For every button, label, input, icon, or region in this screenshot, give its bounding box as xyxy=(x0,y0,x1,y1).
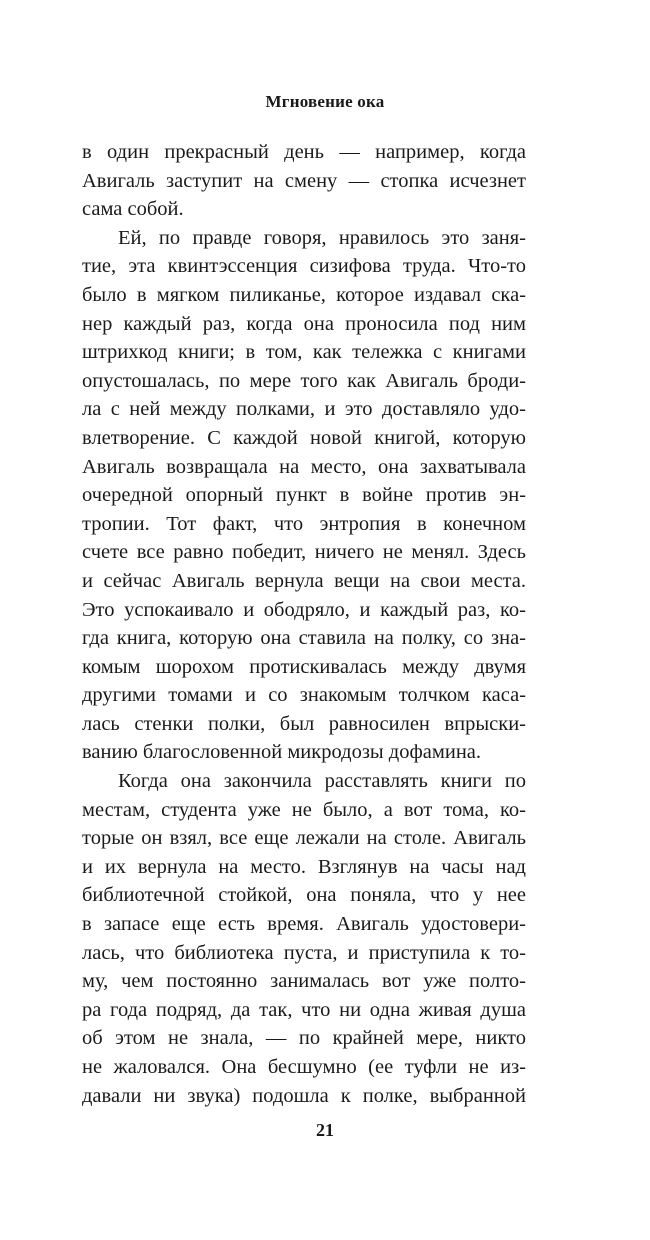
paragraph xyxy=(82,138,526,224)
running-head: Мгновение ока xyxy=(265,92,385,111)
text-line: му, чем постоянно занималась вот уже полто- xyxy=(82,970,526,993)
body-text xyxy=(82,138,526,1110)
text-line: нер каждый раз, когда она проносила под ним xyxy=(82,312,526,335)
text-line: влетворение. С каждой новой книгой, которую xyxy=(82,426,526,449)
text-line: было в мягком пиликанье, которое издавал ска- xyxy=(82,283,526,306)
text-line: Авигаль возвращала на место, она захватывала xyxy=(82,455,526,478)
text-line: ванию благословенной микродозы дофамина. xyxy=(82,741,482,764)
text-line: об этом не знала, — по крайней мере, никто xyxy=(82,1027,526,1050)
page-number: 21 xyxy=(316,1120,334,1140)
text-line: в один прекрасный день — например, когда xyxy=(82,141,526,163)
text-line: комым шорохом протискивалась между двумя xyxy=(82,655,526,678)
text-line: Авигаль заступит на смену — стопка исчезнет xyxy=(82,169,526,192)
text-line: давали ни звука) подошла к полке, выбранной xyxy=(82,1084,526,1107)
text-line: лась, что библиотека пуста, и приступила к то- xyxy=(82,941,526,964)
text-line: ра года подряд, да так, что ни одна живая душа xyxy=(82,998,526,1021)
text-line: и их вернула на место. Взглянув на часы над xyxy=(82,855,526,878)
text-line: торые он взял, все еще лежали на столе. Авигаль xyxy=(82,827,526,850)
text-line: счете все равно победит, ничего не менял. Здесь xyxy=(82,541,526,564)
text-line: очередной опорный пункт в войне против эн- xyxy=(82,484,526,507)
text-line: лась стенки полки, был равносилен впрыски- xyxy=(82,712,526,735)
text-line: библиотечной стойкой, она поняла, что у нее xyxy=(82,884,526,907)
paragraph xyxy=(82,767,526,1110)
text-line: ла с ней между полками, и это доставляло удо- xyxy=(82,398,526,421)
text-line: местам, студента уже не было, а вот тома, ко- xyxy=(82,798,526,821)
text-line: Когда она закончила расставлять книги по xyxy=(118,770,526,793)
text-line: опустошалась, по мере того как Авигаль броди- xyxy=(82,369,526,392)
text-line: сама собой. xyxy=(82,198,184,221)
text-line: другими томами и со знакомым толчком каса- xyxy=(82,684,526,707)
paragraph xyxy=(82,224,526,767)
text-line: гда книга, которую она ставила на полку, со зна- xyxy=(82,627,526,650)
text-line: тропии. Тот факт, что энтропия в конечном xyxy=(82,512,526,535)
text-line: в запасе еще есть время. Авигаль удостовери- xyxy=(82,913,526,936)
text-line: Это успокаивало и ободряло, и каждый раз, ко- xyxy=(82,598,526,621)
text-line: и сейчас Авигаль вернула вещи на свои места. xyxy=(82,569,526,592)
text-line: не жаловался. Она бесшумно (ее туфли не из- xyxy=(82,1056,526,1078)
text-line: штрихкод книги; в том, как тележка с книгами xyxy=(82,341,526,364)
text-line: тие, эта квинтэссенция сизифова труда. Что-то xyxy=(82,255,526,278)
text-line: Ей, по правде говоря, нравилось это заня- xyxy=(118,226,526,249)
